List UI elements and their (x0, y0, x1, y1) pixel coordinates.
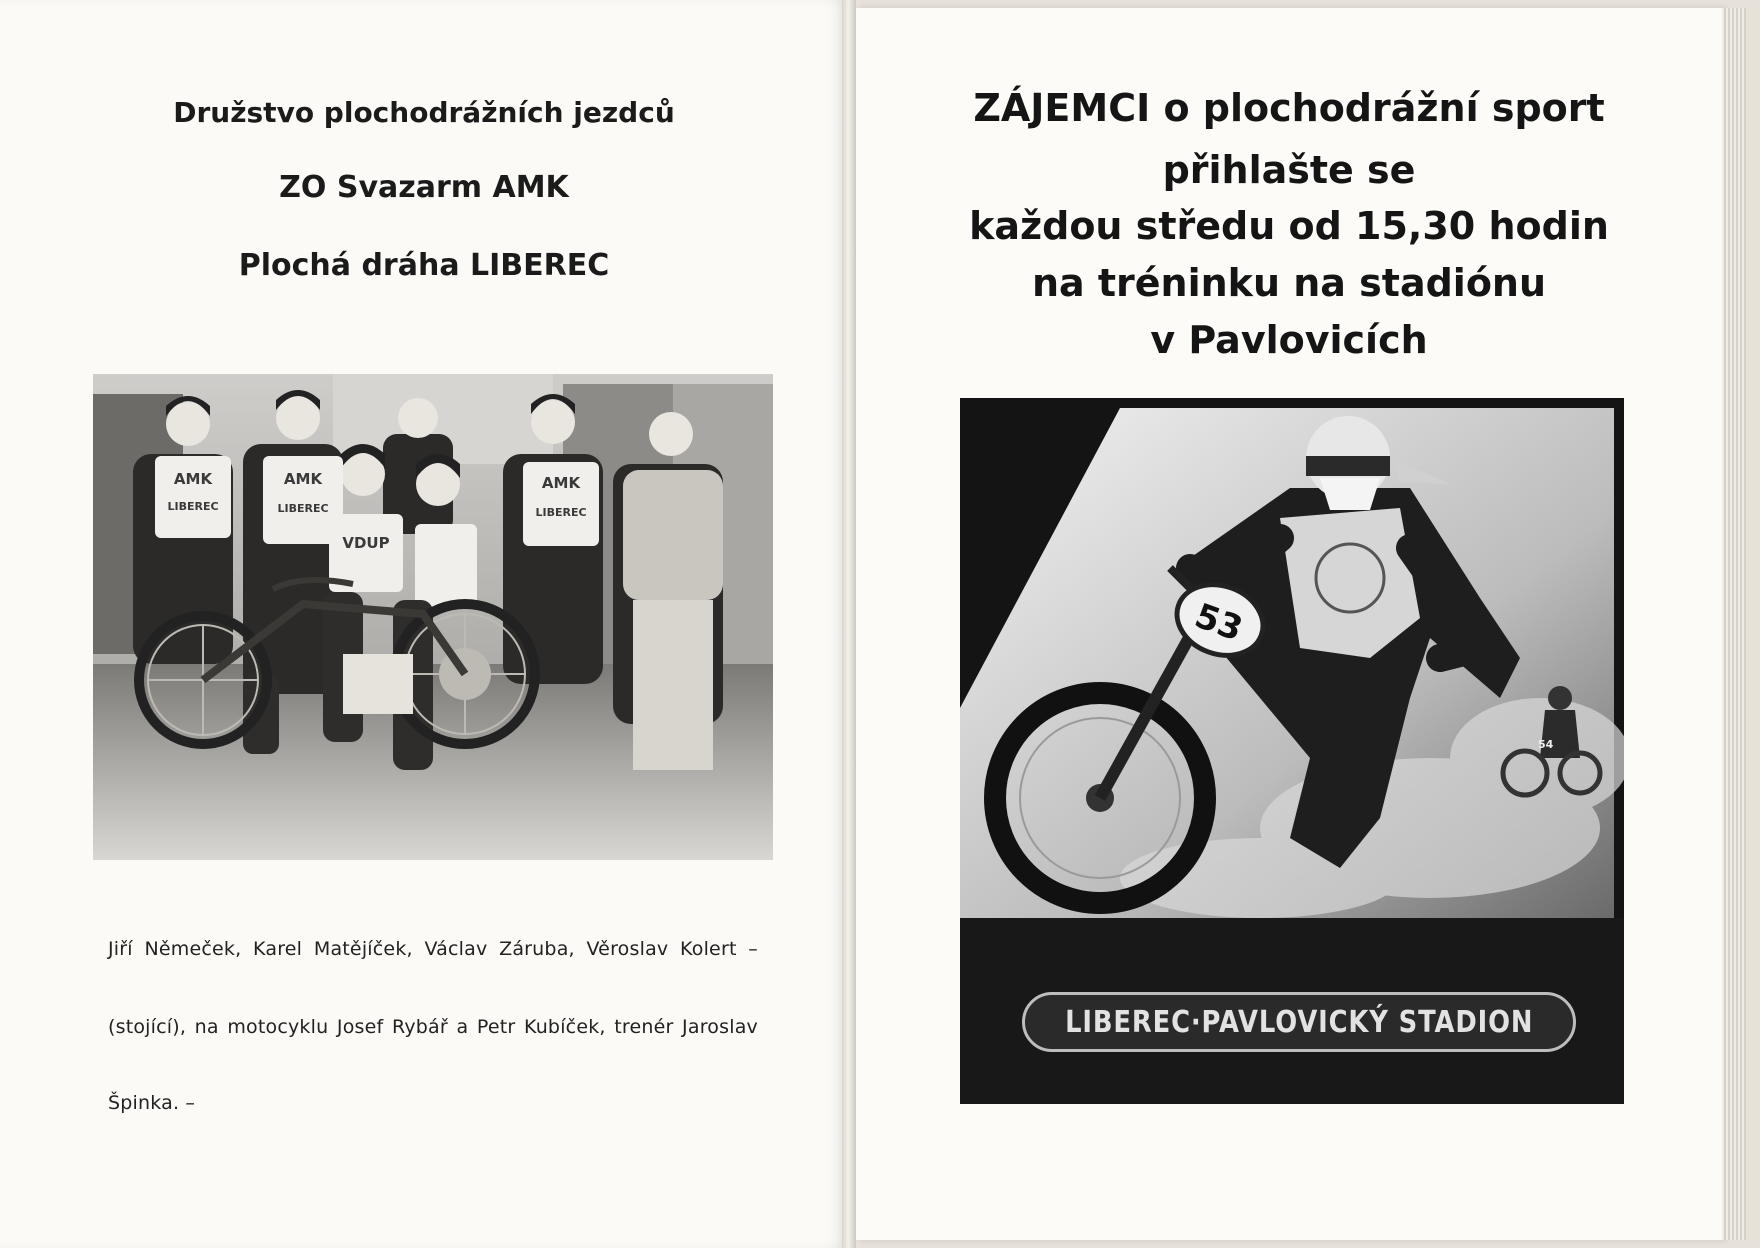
club-heading: ZO Svazarm AMK (279, 170, 569, 205)
bib-text: AMK (173, 470, 213, 488)
stadium-banner (1022, 992, 1576, 1052)
team-heading: Družstvo plochodrážních jezdců (173, 96, 675, 129)
caption-line: Jiří Němeček, Karel Matějíček, Václav Záruba, Věroslav Kolert – (108, 938, 758, 960)
announcement-line: ZÁJEMCI o plochodrážní sport (973, 86, 1605, 130)
caption-line: Špinka. – (108, 1092, 196, 1114)
bib-text: LIBEREC (277, 502, 329, 515)
team-photo (93, 374, 773, 860)
team-photo-image (93, 374, 773, 860)
track-heading: Plochá dráha LIBEREC (238, 248, 610, 283)
bib-text: VDUP (342, 534, 390, 552)
stadium-poster (960, 398, 1624, 1104)
announcement-line: přihlašte se (1162, 148, 1416, 192)
page-edge (1722, 8, 1746, 1240)
left-page (0, 0, 848, 1248)
announcement-line: v Pavlovicích (1150, 318, 1428, 362)
right-page (856, 8, 1722, 1240)
bib-text: AMK (541, 474, 581, 492)
book-gutter (842, 0, 856, 1248)
announcement-line: na tréninku na stadiónu (1031, 261, 1547, 305)
bib-text: AMK (283, 470, 323, 488)
second-rider-number: 54 (1538, 738, 1554, 751)
rider-number: 53 (1189, 595, 1248, 650)
bib-text: LIBEREC (535, 506, 587, 519)
stadium-banner-text: LIBEREC·PAVLOVICKÝ STADION (1064, 1004, 1534, 1040)
caption-line: (stojící), na motocyklu Josef Rybář a Petr Kubíček, trenér Jaroslav (108, 1016, 758, 1038)
announcement-line: každou středu od 15,30 hodin (969, 204, 1609, 248)
bib-text: LIBEREC (167, 500, 219, 513)
